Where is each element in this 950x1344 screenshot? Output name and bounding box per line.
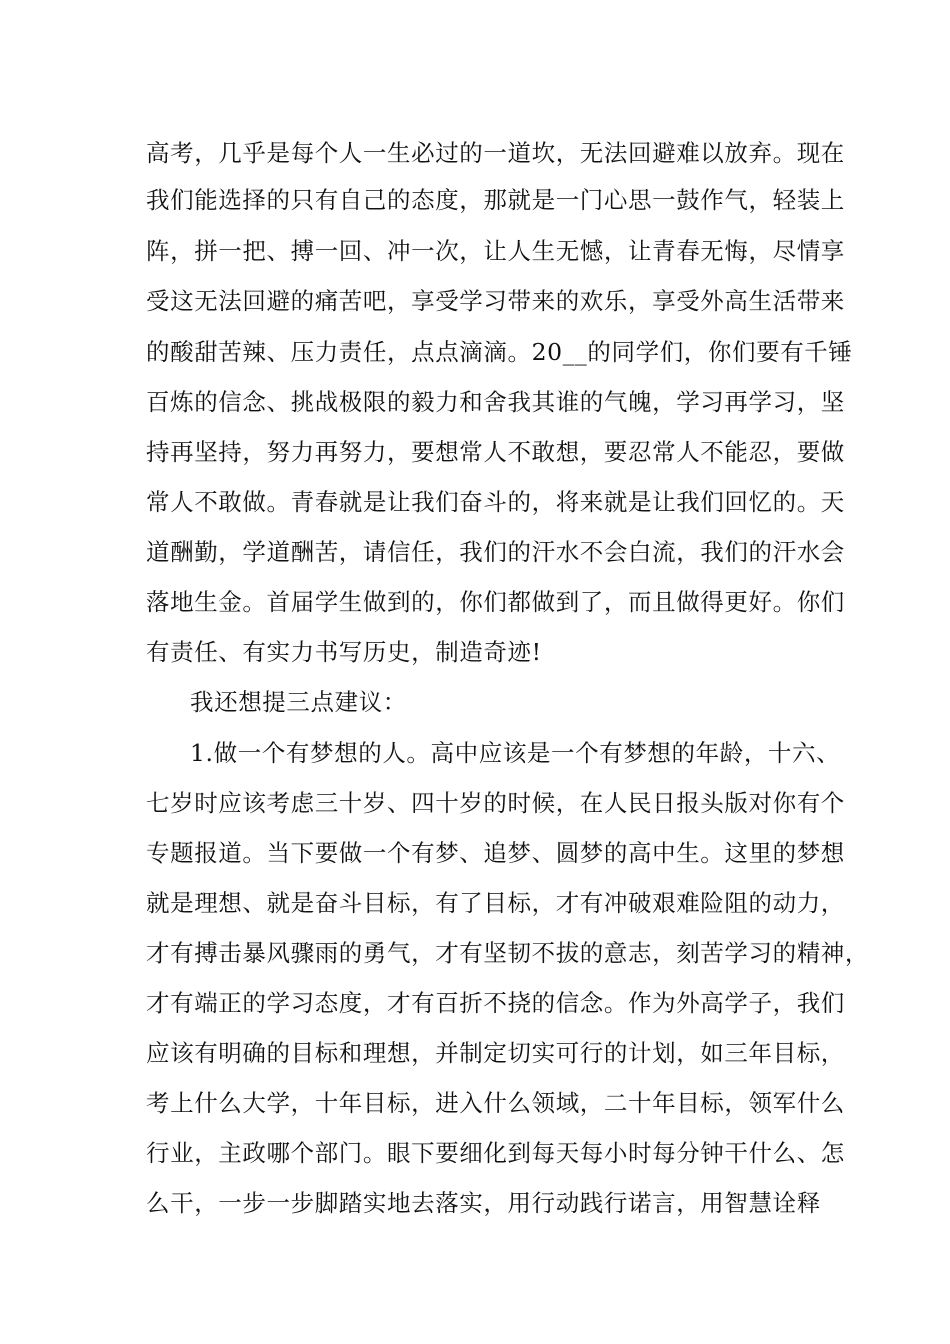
text-line: 就是理想、就是奋斗目标，有了目标，才有冲破艰难险阻的动力， <box>146 889 845 917</box>
text-line: 才有搏击暴风骤雨的勇气，才有坚韧不拔的意志，刻苦学习的精神， <box>146 939 869 967</box>
text-line: 常人不敢做。青春就是让我们奋斗的，将来就是让我们回忆的。天 <box>146 488 845 516</box>
text-line: 行业，主政哪个部门。眼下要细化到每天每小时每分钟干什么、怎 <box>146 1139 845 1167</box>
text-line: 专题报道。当下要做一个有梦、追梦、圆梦的高中生。这里的梦想 <box>146 839 845 867</box>
text-line: 应该有明确的目标和理想，并制定切实可行的计划，如三年目标， <box>146 1039 845 1067</box>
paragraph-heading: 我还想提三点建议： <box>190 688 407 716</box>
text-line: 的酸甜苦辣、压力责任，点点滴滴。20__的同学们，你们要有千锤 <box>146 338 853 366</box>
text-line: 我们能选择的只有自己的态度，那就是一门心思一鼓作气，轻装上 <box>146 186 845 214</box>
text-line: 阵，拼一把、搏一回、冲一次，让人生无憾，让青春无悔，尽情享 <box>146 237 845 265</box>
text-line: 百炼的信念、挑战极限的毅力和舍我其谁的气魄，学习再学习，坚 <box>146 388 845 416</box>
text-line: 道酬勤，学道酬苦，请信任，我们的汗水不会白流，我们的汗水会 <box>146 538 845 566</box>
text-line: 高考，几乎是每个人一生必过的一道坎，无法回避难以放弃。现在 <box>146 139 845 167</box>
text-line: 落地生金。首届学生做到的，你们都做到了，而且做得更好。你们 <box>146 588 845 616</box>
text-line: 考上什么大学，十年目标，进入什么领域，二十年目标，领军什么 <box>146 1089 845 1117</box>
text-line: 1.做一个有梦想的人。高中应该是一个有梦想的年龄，十六、 <box>190 739 841 767</box>
text-line: 持再坚持，努力再努力，要想常人不敢想，要忍常人不能忍，要做 <box>146 438 845 466</box>
text-line: 有责任、有实力书写历史，制造奇迹! <box>146 638 542 666</box>
text-line: 七岁时应该考虑三十岁、四十岁的时候，在人民日报头版对你有个 <box>146 789 845 817</box>
text-line: 受这无法回避的痛苦吧，享受学习带来的欢乐，享受外高生活带来 <box>146 287 845 315</box>
text-line: 才有端正的学习态度，才有百折不挠的信念。作为外高学子，我们 <box>146 989 845 1017</box>
text-line: 么干，一步一步脚踏实地去落实，用行动践行诺言，用智慧诠释 <box>146 1189 821 1217</box>
